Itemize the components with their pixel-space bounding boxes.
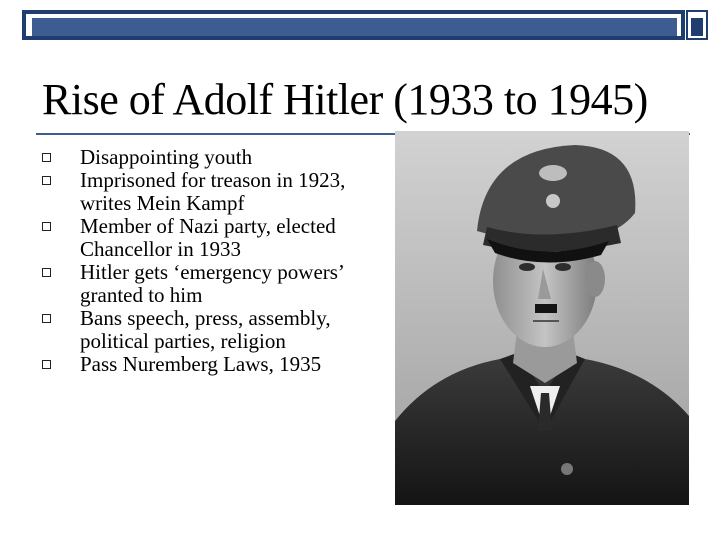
bullet-text: Hitler gets ‘emergency powers’ granted to him [80, 260, 344, 307]
bullet-item [42, 353, 352, 376]
bullet-item [42, 169, 352, 215]
portrait-photo [395, 131, 689, 505]
bullet-item [42, 307, 352, 353]
bullet-text: Member of Nazi party, elected Chancellor in 1933 [80, 214, 336, 261]
bullet-item [42, 215, 352, 261]
portrait-illustration [395, 131, 689, 505]
slide-title: Rise of Adolf Hitler (1933 to 1945) [42, 75, 648, 124]
bullet-text: Imprisoned for treason in 1923, writes Mein Kampf [80, 168, 346, 215]
square-bullet-icon [42, 314, 51, 323]
bullet-list [42, 146, 352, 376]
bullet-item [42, 146, 352, 169]
square-bullet-icon [42, 176, 51, 185]
square-bullet-icon [42, 222, 51, 231]
header-bar [22, 10, 708, 42]
square-bullet-icon [42, 153, 51, 162]
bullet-item [42, 261, 352, 307]
header-bar-fill [32, 18, 677, 36]
square-bullet-icon [42, 268, 51, 277]
square-bullet-icon [42, 360, 51, 369]
bullet-text: Pass Nuremberg Laws, 1935 [80, 352, 322, 376]
bullet-text: Bans speech, press, assembly, political parties, religion [80, 306, 331, 353]
header-square-fill [691, 18, 703, 36]
bullet-text: Disappointing youth [80, 145, 253, 169]
